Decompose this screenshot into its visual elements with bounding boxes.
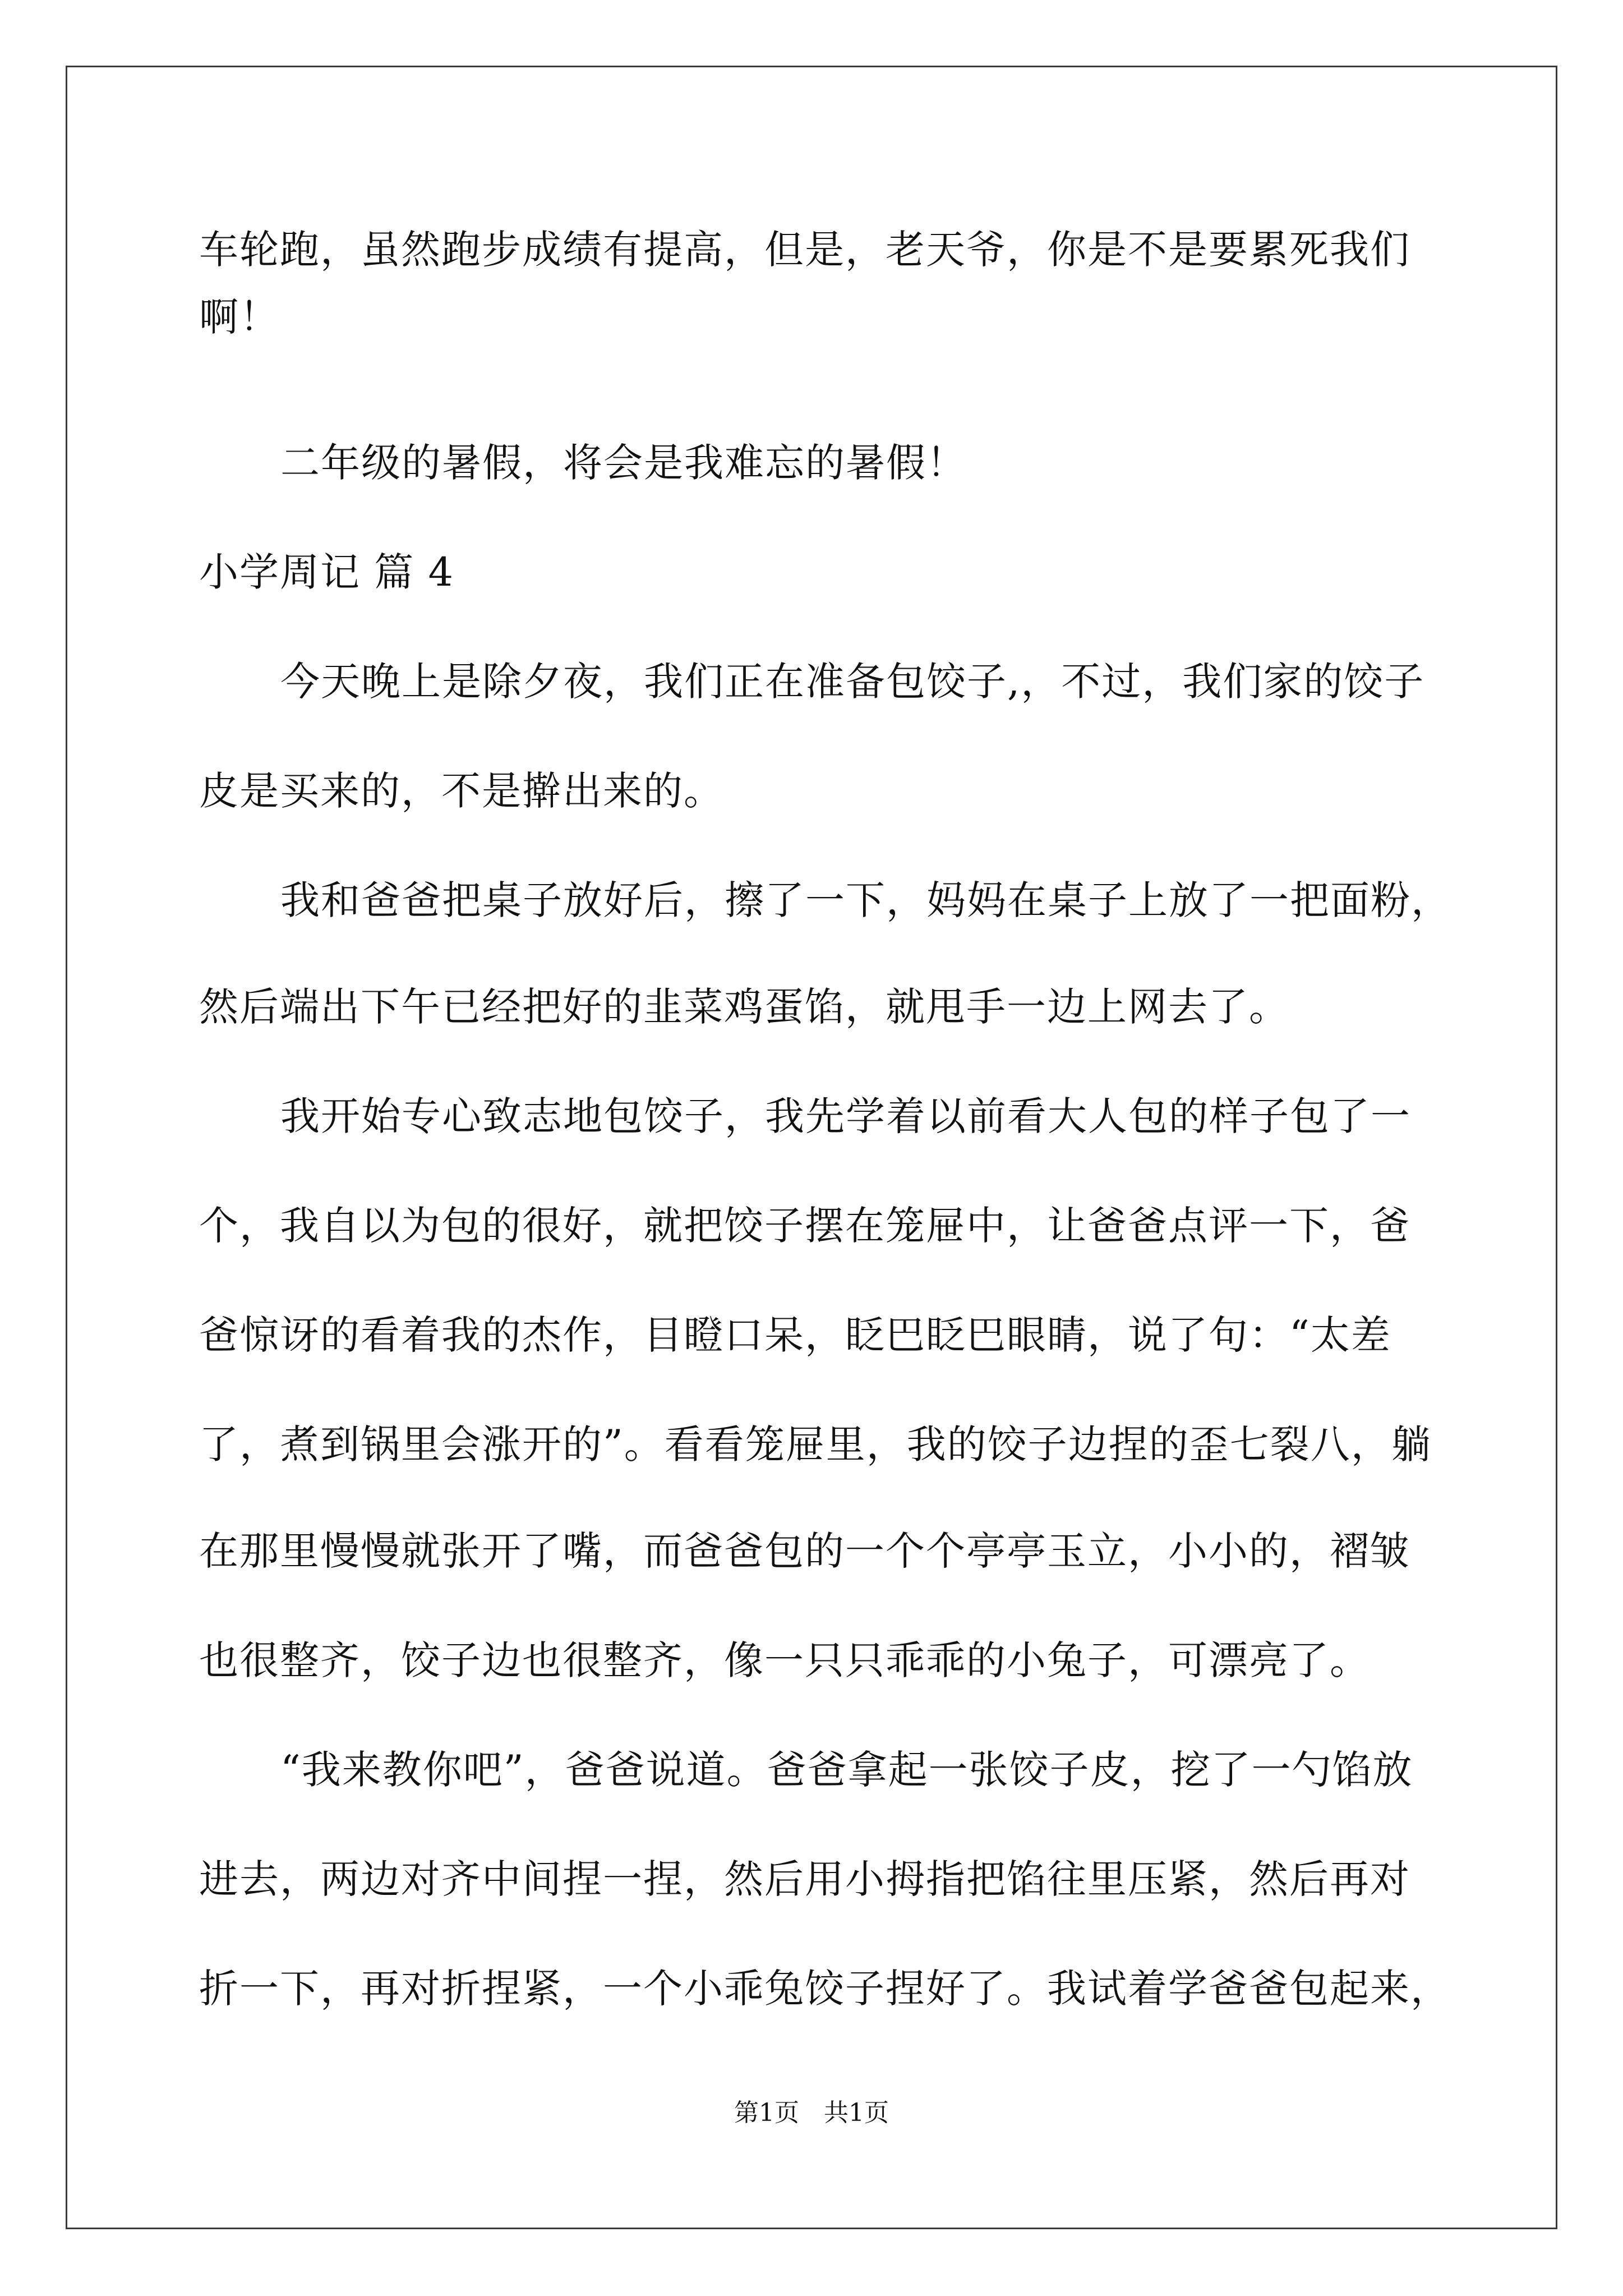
paragraph-line: 我和爸爸把桌子放好后，擦了一下，妈妈在桌子上放了一把面粉，	[280, 877, 1451, 923]
text-line: 也很整齐，饺子边也很整齐，像一只只乖乖的小兔子，可漂亮了。	[199, 1637, 1370, 1683]
text-line: 进去，两边对齐中间捏一捏，然后用小拇指把馅往里压紧，然后再对	[199, 1856, 1410, 1902]
paragraph-line: 我开始专心致志地包饺子，我先学着以前看大人包的样子包了一	[280, 1093, 1411, 1139]
paragraph-line: 今天晚上是除夕夜，我们正在准备包饺子,，不过，我们家的饺子	[280, 659, 1425, 705]
page-border	[66, 66, 1557, 2229]
text-line: 个，我自以为包的很好，就把饺子摆在笼屉中，让爸爸点评一下，爸	[199, 1203, 1410, 1249]
text-line: 在那里慢慢就张开了嘴，而爸爸包的一个个亭亭玉立，小小的，褶皱	[199, 1528, 1410, 1574]
paragraph-line: “我来教你吧”，爸爸说道。爸爸拿起一张饺子皮，挖了一勺馅放	[280, 1747, 1413, 1793]
section-heading: 小学周记 篇 4	[199, 549, 455, 595]
text-line: 了，煮到锅里会涨开的”。看看笼屉里，我的饺子边捏的歪七裂八，躺	[199, 1421, 1432, 1467]
paragraph-line: 二年级的暑假，将会是我难忘的暑假！	[280, 440, 967, 486]
text-line: 折一下，再对折捏紧，一个小乖兔饺子捏好了。我试着学爸爸包起来，	[199, 1966, 1451, 2012]
text-line: 然后端出下午已经把好的韭菜鸡蛋馅，就甩手一边上网去了。	[199, 984, 1289, 1030]
text-line: 车轮跑，虽然跑步成绩有提高，但是，老天爷，你是不是要累死我们	[199, 227, 1410, 273]
text-line: 爸惊讶的看着我的杰作，目瞪口呆，眨巴眨巴眼睛，说了句：“太差	[199, 1312, 1391, 1358]
text-line: 皮是买来的，不是擀出来的。	[199, 768, 724, 814]
text-line: 啊！	[199, 294, 280, 340]
page-number: 第1页 共1页	[734, 2099, 889, 2127]
